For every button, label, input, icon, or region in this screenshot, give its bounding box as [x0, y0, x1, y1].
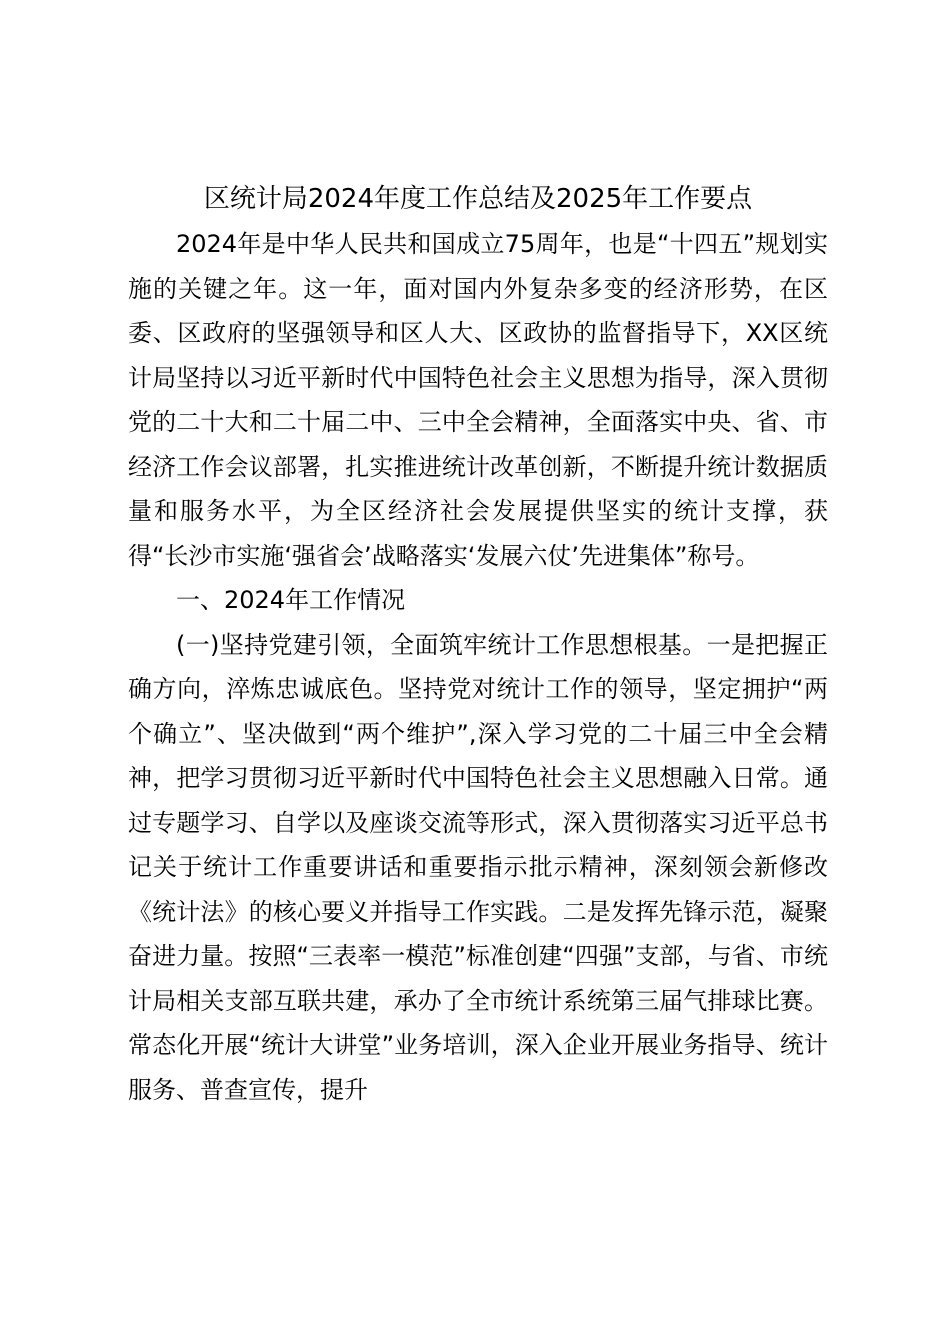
document-title: 区统计局2024年度工作总结及2025年工作要点 [203, 184, 753, 214]
intro-paragraph: 2024年是中华人民共和国成立75周年，也是“十四五”规划实施的关键之年。这一年，面对国内外复杂多变的经济形势，在区委、区政府的坚强领导和区人大、区政协的监督指导下，XX区统计局坚持以习近平新时代中国特色社会主义思想为指导，深入贯彻党的二十大和二十届二中、三中全会精神，全面落实中央、省、市经济工作会议部署，扎实推进统计改革创新，不断提升统计数据质量和服务水平，为全区经济社会发展提供坚实的统计支撑，获得“长沙市实施‘强省会’战略落实‘发展六仗’先进集体”称号。 [128, 230, 828, 570]
document-page [128, 176, 828, 1112]
section-heading: 一、2024年工作情况 [176, 586, 406, 614]
body-paragraph: (一)坚持党建引领，全面筑牢统计工作思想根基。一是把握正确方向，淬炼忠诚底色。坚持党对统计工作的领导，坚定拥护“两个确立”、坚决做到“两个维护”,深入学习党的二十届三中全会精神，把学习贯彻习近平新时代中国特色社会主义思想融入日常。通过专题学习、自学以及座谈交流等形式，深入贯彻落实习近平总书记关于统计工作重要讲话和重要指示批示精神，深刻领会新修改《统计法》的核心要义并指导工作实践。二是发挥先锋示范，凝聚奋进力量。按照“三表率一模范”标准创建“四强”支部，与省、市统计局相关支部互联共建，承办了全市统计系统第三届气排球比赛。常态化开展“统计大讲堂”业务培训，深入企业开展业务指导、统计服务、普查宣传，提升 [128, 630, 828, 1104]
